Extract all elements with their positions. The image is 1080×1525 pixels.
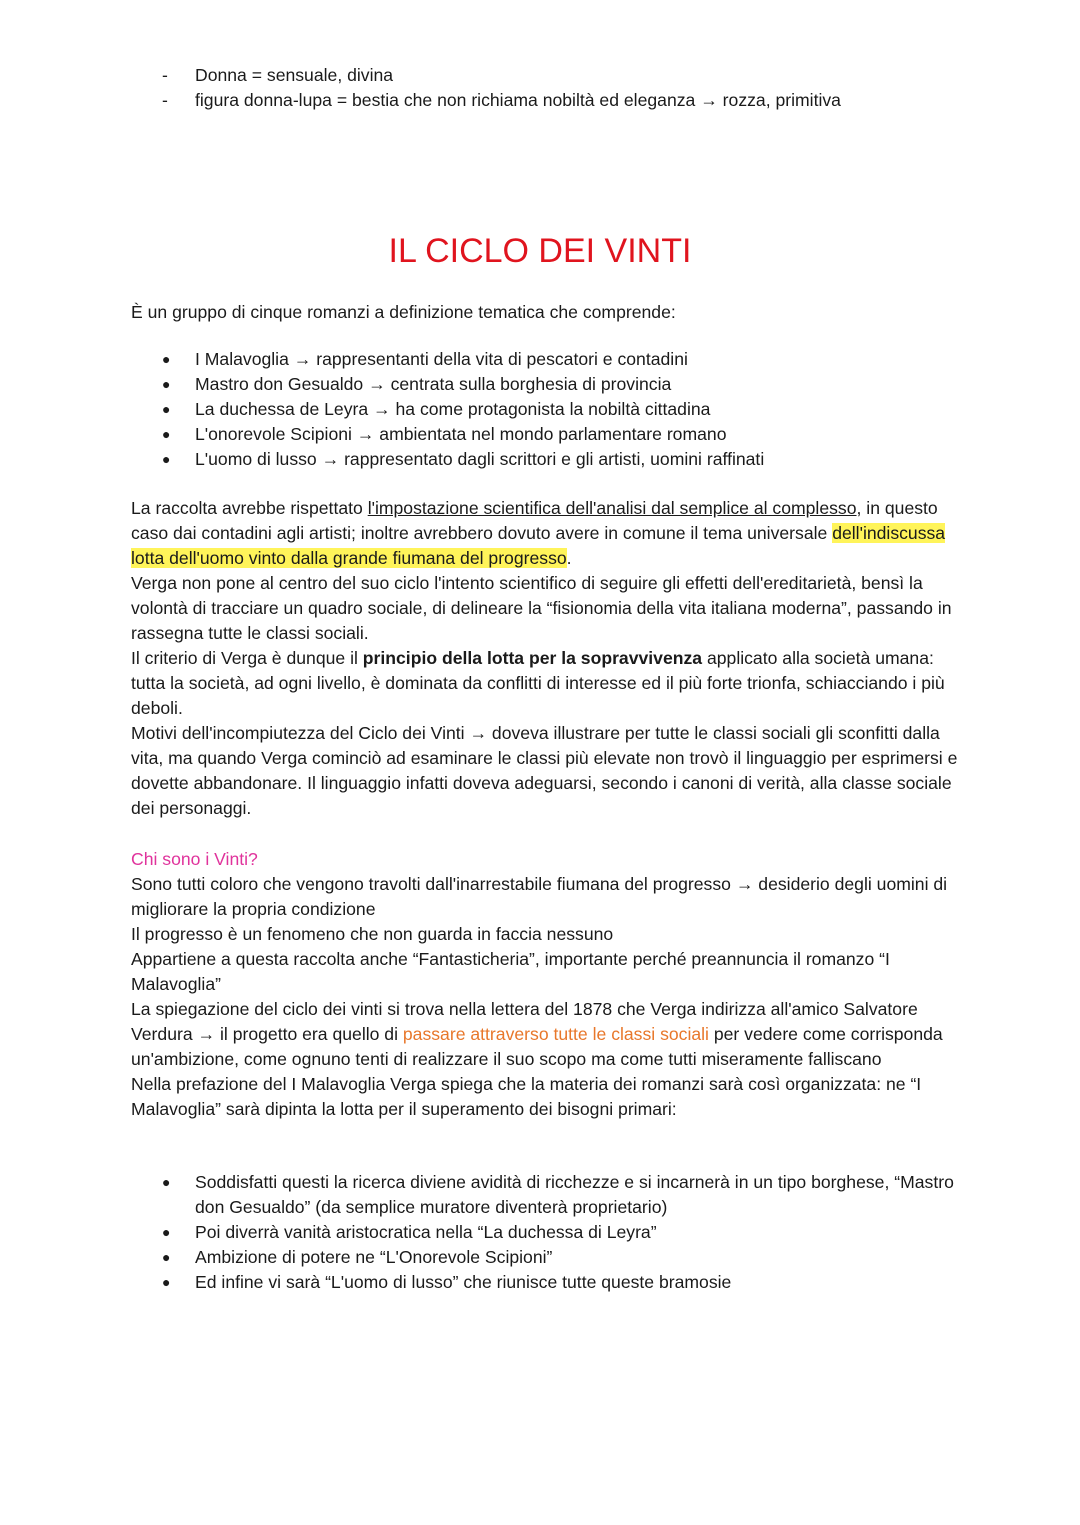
list-item-text: Mastro don Gesualdo → centrata sulla borghesia di provincia bbox=[195, 374, 672, 394]
paragraph-prefazione: Nella prefazione del I Malavoglia Verga spiega che la materia dei romanzi sarà così organizzata: ne “I Malavoglia” sarà dipinta la lotta per il superamento dei bisogni primari: bbox=[131, 1074, 922, 1119]
list-item-text: I Malavoglia → rappresentanti della vita di pescatori e contadini bbox=[195, 349, 688, 369]
text-span: Il criterio di Verga è dunque il bbox=[131, 648, 363, 668]
paragraph-lettera bbox=[131, 997, 961, 1072]
paragraph-motivi: Motivi dell'incompiutezza del Ciclo dei Vinti → doveva illustrare per tutte le classi sociali gli sconfitti dalla vita, ma quando Verga cominciò ad esaminare le classi più elevate non trovò il linguaggio per esprimersi e dovette abbandonare. Il linguaggio infatti doveva adeguarsi, secondo i canoni di verità, alla classe sociale dei personaggi. bbox=[131, 723, 958, 818]
dash-marker: - bbox=[162, 90, 168, 110]
text-span: , in questo caso dai contadini agli artisti; inoltre avrebbero dovuto avere in comune il tema universale bbox=[131, 498, 938, 543]
final-list bbox=[162, 1170, 962, 1295]
list-item bbox=[162, 372, 962, 397]
bullet-icon: ● bbox=[162, 426, 171, 442]
section-vinti bbox=[131, 847, 961, 1122]
bullet-icon: ● bbox=[162, 1174, 171, 1190]
orange-text: passare attraverso tutte le classi sociali bbox=[402, 1024, 709, 1044]
text-span: applicato alla società umana: tutta la società, ad ogni livello, è dominata da conflitti di interesse ed il più forte trionfa, schiacciando i più deboli. bbox=[131, 648, 945, 718]
paragraph-criterio bbox=[131, 646, 961, 721]
list-item bbox=[162, 397, 962, 422]
dash-marker: - bbox=[162, 65, 168, 85]
highlighted-text: dell'indiscussa lotta dell'uomo vinto dalla grande fiumana del progresso bbox=[131, 523, 946, 568]
novels-list bbox=[162, 347, 962, 472]
body-text bbox=[131, 496, 961, 821]
paragraph-raccolta bbox=[131, 496, 961, 571]
text-span: La raccolta avrebbe rispettato bbox=[131, 498, 368, 518]
list-item bbox=[162, 1170, 962, 1220]
list-item bbox=[162, 88, 1022, 113]
bullet-icon: ● bbox=[162, 1224, 171, 1240]
list-item-text: Donna = sensuale, divina bbox=[195, 65, 394, 85]
paragraph-fantasticheria: Appartiene a questa raccolta anche “Fantasticheria”, importante perché preannuncia il romanzo “I Malavoglia” bbox=[131, 949, 890, 994]
list-item bbox=[162, 422, 962, 447]
text-span: per vedere come corrisponda un'ambizione, come ognuno tenti di realizzare il suo scopo ma come tutti miseramente falliscano bbox=[131, 1024, 943, 1069]
text-span: La spiegazione del ciclo dei vinti si trova nella lettera del 1878 che Verga indirizza all'amico Salvatore Verdura → il progetto era quello di bbox=[131, 999, 918, 1044]
list-item-text: Ed infine vi sarà “L'uomo di lusso” che riunisce tutte queste bramosie bbox=[195, 1272, 732, 1292]
list-item bbox=[162, 1245, 962, 1270]
bullet-icon: ● bbox=[162, 1249, 171, 1265]
paragraph-verga: Verga non pone al centro del suo ciclo l'intento scientifico di seguire gli effetti dell'ereditarietà, bensì la volontà di tracciare un quadro sociale, di delineare la “fisionomia della vita italiana moderna”, passando in rassegna tutte le classi sociali. bbox=[131, 573, 952, 643]
list-item bbox=[162, 1270, 962, 1295]
paragraph-travolti: Sono tutti coloro che vengono travolti dall'inarrestabile fiumana del progresso → desiderio degli uomini di migliorare la propria condizione bbox=[131, 874, 948, 919]
list-item bbox=[162, 63, 1022, 88]
list-item bbox=[162, 1220, 962, 1245]
page-title: IL CICLO DEI VINTI bbox=[388, 232, 692, 270]
intro-paragraph: È un gruppo di cinque romanzi a definizione tematica che comprende: bbox=[131, 302, 676, 322]
list-item-text: L'uomo di lusso → rappresentato dagli scrittori e gli artisti, uomini raffinati bbox=[195, 449, 765, 469]
list-item-text: Ambizione di potere ne “L'Onorevole Scipioni” bbox=[195, 1247, 553, 1267]
bold-text: principio della lotta per la sopravvivenza bbox=[362, 648, 703, 668]
list-item-text: figura donna-lupa = bestia che non richiama nobiltà ed eleganza → rozza, primitiva bbox=[195, 90, 841, 110]
list-item-text: La duchessa de Leyra → ha come protagonista la nobiltà cittadina bbox=[195, 399, 711, 419]
bullet-icon: ● bbox=[162, 1274, 171, 1290]
list-item-text: Soddisfatti questi la ricerca diviene avidità di ricchezze e si incarnerà in un tipo borghese, “Mastro don Gesualdo” (da semplice muratore diventerà proprietario) bbox=[195, 1172, 954, 1217]
bullet-icon: ● bbox=[162, 451, 171, 467]
text-span: . bbox=[566, 548, 572, 568]
bullet-icon: ● bbox=[162, 376, 171, 392]
list-item bbox=[162, 447, 962, 472]
bullet-icon: ● bbox=[162, 401, 171, 417]
paragraph-progresso: Il progresso è un fenomeno che non guarda in faccia nessuno bbox=[131, 924, 614, 944]
list-item bbox=[162, 347, 962, 372]
dash-list bbox=[162, 63, 1022, 113]
subheading: Chi sono i Vinti? bbox=[131, 849, 258, 869]
list-item-text: Poi diverrà vanità aristocratica nella “La duchessa di Leyra” bbox=[195, 1222, 657, 1242]
underlined-text: l'impostazione scientifica dell'analisi dal semplice al complesso bbox=[367, 498, 857, 518]
bullet-icon: ● bbox=[162, 351, 171, 367]
list-item-text: L'onorevole Scipioni → ambientata nel mondo parlamentare romano bbox=[195, 424, 727, 444]
